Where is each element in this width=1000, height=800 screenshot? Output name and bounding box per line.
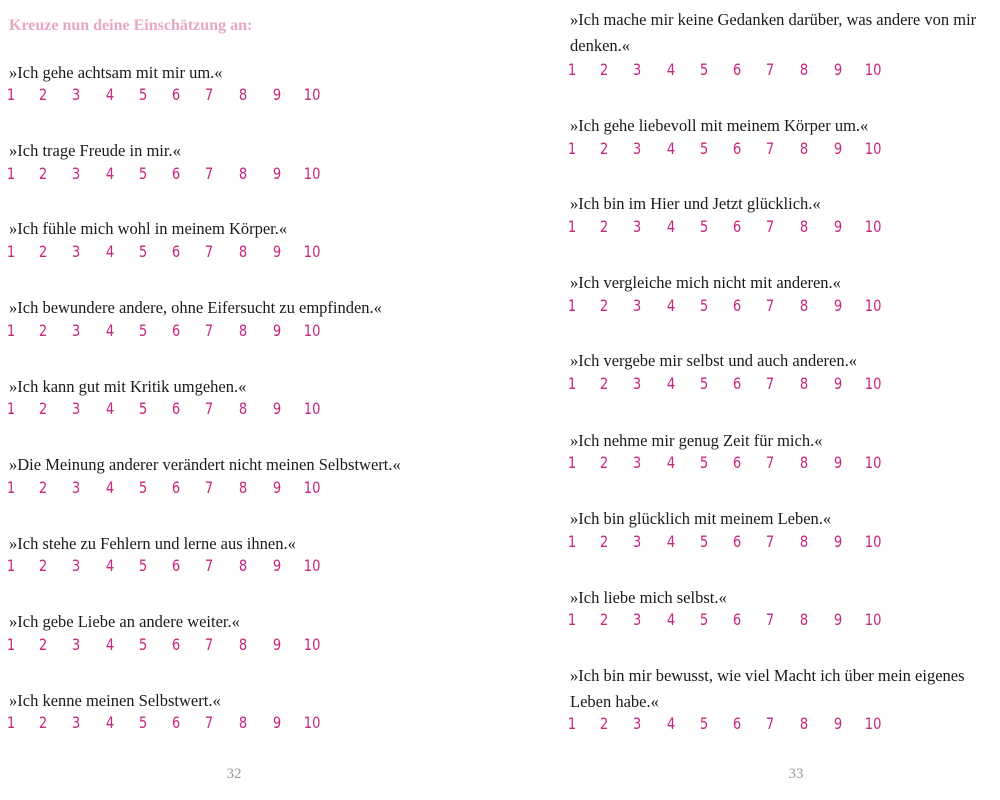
rating-option-6[interactable]: 6 [171,85,181,104]
rating-option-10[interactable]: 10 [303,635,321,654]
rating-option-10[interactable]: 10 [303,478,321,497]
page-number: 32 [226,766,242,782]
rating-scale [0,317,340,345]
rating-option-1[interactable]: 1 [6,242,16,261]
rating-option-7[interactable]: 7 [765,217,775,236]
rating-option-6[interactable]: 6 [171,556,181,575]
rating-scale [561,292,901,320]
statement-text: »Ich vergebe mir selbst und auch anderen.« [570,351,857,370]
rating-option-10[interactable]: 10 [303,164,321,183]
rating-option-9[interactable]: 9 [833,60,843,79]
rating-option-7[interactable]: 7 [204,478,214,497]
rating-option-4[interactable]: 4 [666,217,676,236]
rating-option-3[interactable]: 3 [71,399,81,418]
rating-option-3[interactable]: 3 [71,635,81,654]
rating-option-7[interactable]: 7 [765,532,775,551]
rating-option-5[interactable]: 5 [699,610,709,629]
rating-option-6[interactable]: 6 [732,139,742,158]
rating-option-4[interactable]: 4 [666,60,676,79]
rating-option-7[interactable]: 7 [204,321,214,340]
rating-option-8[interactable]: 8 [238,478,248,497]
rating-option-6[interactable]: 6 [171,164,181,183]
rating-option-9[interactable]: 9 [833,532,843,551]
rating-option-1[interactable]: 1 [6,478,16,497]
rating-option-10[interactable]: 10 [864,714,882,733]
statement-text: »Ich vergleiche mich nicht mit anderen.« [570,273,841,292]
rating-option-2[interactable]: 2 [38,556,48,575]
rating-option-4[interactable]: 4 [105,399,115,418]
rating-option-2[interactable]: 2 [599,453,609,472]
instruction-heading: Kreuze nun deine Einschätzung an: [9,17,253,34]
rating-option-4[interactable]: 4 [666,714,676,733]
statement-text: »Ich bin glücklich mit meinem Leben.« [570,509,832,528]
rating-option-8[interactable]: 8 [799,610,809,629]
rating-option-8[interactable]: 8 [238,242,248,261]
rating-option-4[interactable]: 4 [666,610,676,629]
rating-option-8[interactable]: 8 [799,139,809,158]
rating-option-1[interactable]: 1 [6,399,16,418]
rating-option-9[interactable]: 9 [272,399,282,418]
rating-option-9[interactable]: 9 [272,556,282,575]
rating-option-5[interactable]: 5 [138,635,148,654]
rating-option-3[interactable]: 3 [71,242,81,261]
rating-option-6[interactable]: 6 [732,374,742,393]
rating-option-7[interactable]: 7 [204,556,214,575]
rating-option-5[interactable]: 5 [138,399,148,418]
rating-option-2[interactable]: 2 [38,242,48,261]
right-page [500,0,1000,800]
rating-option-8[interactable]: 8 [799,453,809,472]
statement-text: »Ich mache mir keine Gedanken darüber, was andere von mir denken.« [570,10,977,55]
rating-scale [0,709,340,737]
rating-option-7[interactable]: 7 [765,296,775,315]
rating-option-5[interactable]: 5 [138,713,148,732]
rating-scale [561,606,901,634]
rating-option-9[interactable]: 9 [833,217,843,236]
rating-option-7[interactable]: 7 [765,714,775,733]
rating-option-10[interactable]: 10 [864,610,882,629]
rating-option-10[interactable]: 10 [303,242,321,261]
rating-option-9[interactable]: 9 [833,139,843,158]
rating-option-9[interactable]: 9 [272,242,282,261]
rating-option-6[interactable]: 6 [171,713,181,732]
rating-option-9[interactable]: 9 [833,453,843,472]
statement-text: »Ich bewundere andere, ohne Eifersucht zu empfinden.« [9,298,382,317]
rating-option-1[interactable]: 1 [567,532,577,551]
rating-option-4[interactable]: 4 [666,532,676,551]
rating-option-3[interactable]: 3 [71,478,81,497]
rating-option-4[interactable]: 4 [666,453,676,472]
rating-scale [0,552,340,580]
rating-scale [0,160,340,188]
rating-option-9[interactable]: 9 [272,478,282,497]
rating-option-5[interactable]: 5 [699,296,709,315]
rating-option-6[interactable]: 6 [171,399,181,418]
rating-option-2[interactable]: 2 [599,374,609,393]
rating-option-1[interactable]: 1 [567,60,577,79]
rating-option-10[interactable]: 10 [303,321,321,340]
rating-option-8[interactable]: 8 [238,713,248,732]
rating-option-2[interactable]: 2 [599,610,609,629]
rating-option-4[interactable]: 4 [666,139,676,158]
rating-option-1[interactable]: 1 [6,164,16,183]
rating-scale [0,474,340,502]
rating-option-5[interactable]: 5 [138,85,148,104]
rating-option-5[interactable]: 5 [699,453,709,472]
rating-option-2[interactable]: 2 [599,217,609,236]
rating-option-3[interactable]: 3 [632,610,642,629]
rating-option-2[interactable]: 2 [38,478,48,497]
rating-option-6[interactable]: 6 [171,635,181,654]
page-number: 33 [788,766,804,782]
rating-option-8[interactable]: 8 [238,164,248,183]
rating-option-4[interactable]: 4 [105,713,115,732]
rating-option-9[interactable]: 9 [833,296,843,315]
rating-option-4[interactable]: 4 [105,242,115,261]
rating-option-3[interactable]: 3 [632,139,642,158]
rating-option-5[interactable]: 5 [138,556,148,575]
rating-option-1[interactable]: 1 [567,714,577,733]
rating-option-4[interactable]: 4 [105,635,115,654]
rating-option-8[interactable]: 8 [238,85,248,104]
rating-option-3[interactable]: 3 [632,532,642,551]
rating-option-7[interactable]: 7 [204,85,214,104]
rating-option-4[interactable]: 4 [105,478,115,497]
rating-option-7[interactable]: 7 [765,60,775,79]
statement-text: »Ich liebe mich selbst.« [570,588,727,607]
rating-option-5[interactable]: 5 [138,478,148,497]
statement-text: »Ich fühle mich wohl in meinem Körper.« [9,219,288,238]
rating-option-1[interactable]: 1 [567,374,577,393]
rating-option-5[interactable]: 5 [699,217,709,236]
statement-text: »Ich gehe liebevoll mit meinem Körper um.« [570,116,869,135]
rating-option-4[interactable]: 4 [666,374,676,393]
rating-option-3[interactable]: 3 [632,374,642,393]
rating-option-5[interactable]: 5 [699,714,709,733]
rating-scale [0,631,340,659]
rating-option-7[interactable]: 7 [765,610,775,629]
rating-option-3[interactable]: 3 [632,60,642,79]
rating-option-2[interactable]: 2 [599,296,609,315]
rating-option-8[interactable]: 8 [238,635,248,654]
rating-option-10[interactable]: 10 [303,556,321,575]
rating-option-3[interactable]: 3 [71,164,81,183]
rating-option-8[interactable]: 8 [799,714,809,733]
rating-option-5[interactable]: 5 [699,532,709,551]
rating-option-6[interactable]: 6 [732,296,742,315]
rating-option-7[interactable]: 7 [204,164,214,183]
rating-option-7[interactable]: 7 [204,242,214,261]
rating-option-10[interactable]: 10 [864,532,882,551]
rating-option-3[interactable]: 3 [632,217,642,236]
rating-option-6[interactable]: 6 [732,60,742,79]
rating-scale [561,370,901,398]
rating-option-7[interactable]: 7 [765,374,775,393]
statement-text: »Ich kenne meinen Selbstwert.« [9,691,221,710]
rating-option-2[interactable]: 2 [599,714,609,733]
rating-option-10[interactable]: 10 [864,60,882,79]
rating-option-10[interactable]: 10 [864,217,882,236]
rating-option-8[interactable]: 8 [799,374,809,393]
rating-option-4[interactable]: 4 [105,321,115,340]
rating-option-3[interactable]: 3 [71,556,81,575]
rating-option-1[interactable]: 1 [567,217,577,236]
rating-option-2[interactable]: 2 [38,164,48,183]
rating-option-9[interactable]: 9 [272,321,282,340]
rating-option-6[interactable]: 6 [171,242,181,261]
rating-option-9[interactable]: 9 [833,610,843,629]
rating-option-2[interactable]: 2 [38,85,48,104]
rating-option-1[interactable]: 1 [6,713,16,732]
rating-option-6[interactable]: 6 [732,532,742,551]
rating-option-6[interactable]: 6 [732,714,742,733]
rating-option-8[interactable]: 8 [799,217,809,236]
rating-option-5[interactable]: 5 [138,321,148,340]
statement-text: »Ich stehe zu Fehlern und lerne aus ihnen.« [9,534,296,553]
rating-option-3[interactable]: 3 [632,453,642,472]
rating-option-7[interactable]: 7 [204,399,214,418]
rating-option-7[interactable]: 7 [765,139,775,158]
statement-text: »Ich kann gut mit Kritik umgehen.« [9,377,247,396]
rating-option-10[interactable]: 10 [864,139,882,158]
rating-option-3[interactable]: 3 [632,296,642,315]
rating-option-3[interactable]: 3 [71,321,81,340]
rating-option-5[interactable]: 5 [138,164,148,183]
rating-option-10[interactable]: 10 [864,374,882,393]
rating-option-1[interactable]: 1 [567,296,577,315]
statement-text: »Die Meinung anderer verändert nicht meinen Selbstwert.« [9,455,401,474]
rating-option-10[interactable]: 10 [303,85,321,104]
rating-option-4[interactable]: 4 [105,85,115,104]
rating-option-9[interactable]: 9 [833,374,843,393]
rating-option-4[interactable]: 4 [105,164,115,183]
rating-scale [561,528,901,556]
rating-option-9[interactable]: 9 [272,635,282,654]
rating-option-1[interactable]: 1 [567,139,577,158]
rating-option-4[interactable]: 4 [105,556,115,575]
rating-option-3[interactable]: 3 [71,713,81,732]
rating-option-1[interactable]: 1 [567,610,577,629]
statement-text: »Ich gehe achtsam mit mir um.« [9,63,223,82]
rating-option-9[interactable]: 9 [833,714,843,733]
rating-option-5[interactable]: 5 [138,242,148,261]
rating-option-7[interactable]: 7 [765,453,775,472]
rating-option-2[interactable]: 2 [38,635,48,654]
rating-scale [561,56,901,84]
rating-option-9[interactable]: 9 [272,713,282,732]
rating-option-2[interactable]: 2 [38,713,48,732]
rating-option-1[interactable]: 1 [567,453,577,472]
rating-option-1[interactable]: 1 [6,321,16,340]
rating-option-5[interactable]: 5 [699,139,709,158]
rating-option-8[interactable]: 8 [799,296,809,315]
rating-option-8[interactable]: 8 [799,532,809,551]
statement-text: »Ich gebe Liebe an andere weiter.« [9,612,240,631]
rating-scale [0,238,340,266]
rating-option-10[interactable]: 10 [303,713,321,732]
statement-text: »Ich trage Freude in mir.« [9,141,181,160]
rating-option-2[interactable]: 2 [599,60,609,79]
statement-text: »Ich bin im Hier und Jetzt glücklich.« [570,194,821,213]
rating-option-3[interactable]: 3 [71,85,81,104]
rating-option-2[interactable]: 2 [599,532,609,551]
rating-option-10[interactable]: 10 [864,296,882,315]
rating-option-6[interactable]: 6 [732,453,742,472]
rating-option-9[interactable]: 9 [272,85,282,104]
rating-option-8[interactable]: 8 [238,399,248,418]
rating-scale [561,710,901,738]
rating-option-5[interactable]: 5 [699,60,709,79]
rating-option-6[interactable]: 6 [171,321,181,340]
rating-option-6[interactable]: 6 [732,217,742,236]
rating-scale [561,213,901,241]
rating-option-8[interactable]: 8 [238,321,248,340]
rating-scale [561,135,901,163]
rating-option-1[interactable]: 1 [6,556,16,575]
rating-scale [0,81,340,109]
rating-option-2[interactable]: 2 [38,321,48,340]
rating-option-7[interactable]: 7 [204,713,214,732]
rating-option-10[interactable]: 10 [303,399,321,418]
rating-option-2[interactable]: 2 [38,399,48,418]
rating-option-6[interactable]: 6 [732,610,742,629]
rating-scale [0,395,340,423]
rating-option-1[interactable]: 1 [6,635,16,654]
rating-option-6[interactable]: 6 [171,478,181,497]
rating-option-10[interactable]: 10 [864,453,882,472]
rating-option-1[interactable]: 1 [6,85,16,104]
rating-option-9[interactable]: 9 [272,164,282,183]
rating-option-5[interactable]: 5 [699,374,709,393]
rating-scale [561,449,901,477]
rating-option-2[interactable]: 2 [599,139,609,158]
rating-option-4[interactable]: 4 [666,296,676,315]
statement-text: »Ich nehme mir genug Zeit für mich.« [570,431,823,450]
statement-text: »Ich bin mir bewusst, wie viel Macht ich über mein eigenes Leben habe.« [570,666,965,711]
rating-option-7[interactable]: 7 [204,635,214,654]
rating-option-8[interactable]: 8 [238,556,248,575]
rating-option-8[interactable]: 8 [799,60,809,79]
rating-option-3[interactable]: 3 [632,714,642,733]
